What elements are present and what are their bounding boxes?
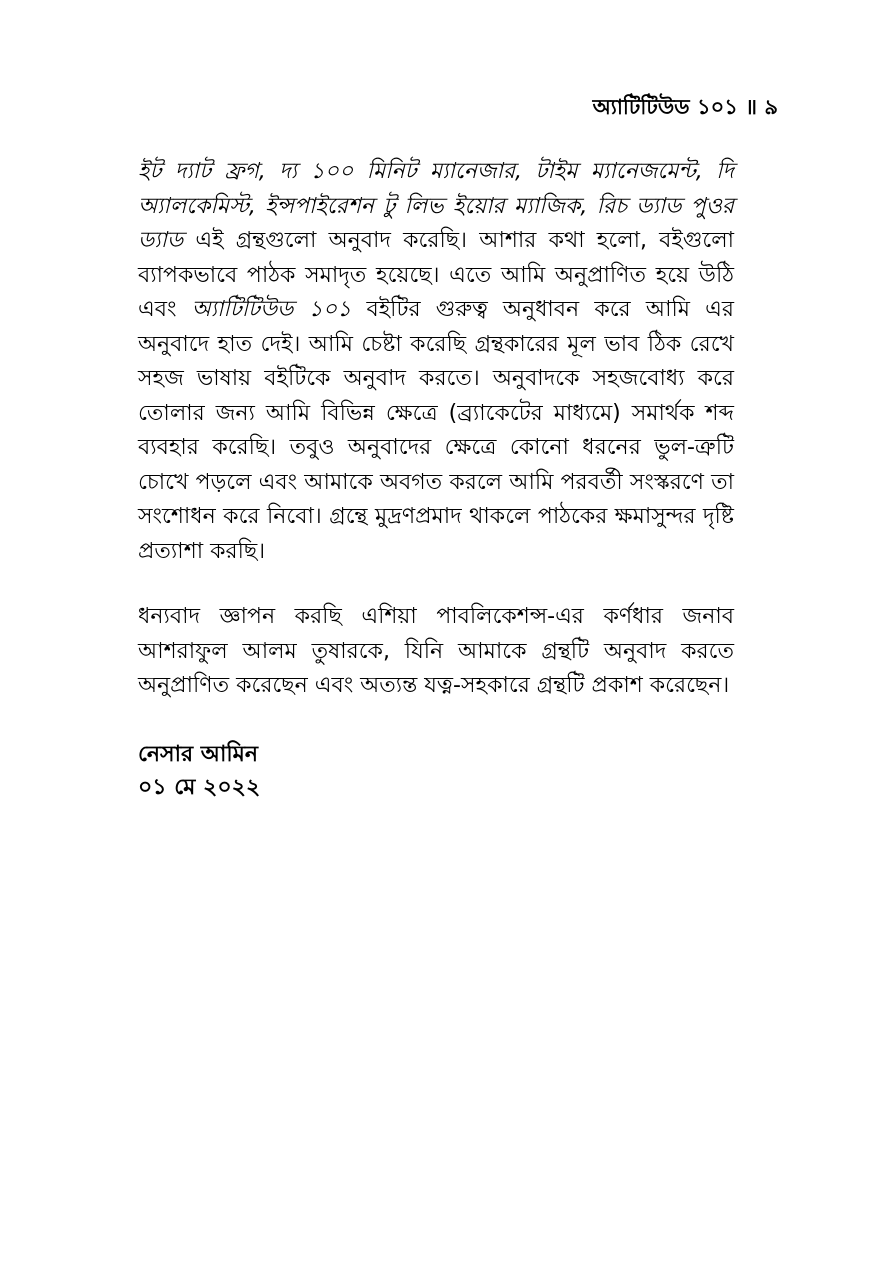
book-title: অ্যাটিটিউড ১০১: [191, 297, 352, 322]
preface-body: [138, 155, 734, 804]
book-list: ইট দ্যাট ফ্রগ, দ্য ১০০ মিনিট ম্যানেজার, টাইম ম্যানেজমেন্ট, দি অ্যালকেমিস্ট, ইন্সপাইরেশন টু লিভ ইয়োর ম্যাজিক, রিচ ড্যাড পুওর ড্যাড: [138, 159, 734, 253]
signature-block: [138, 738, 734, 804]
paragraph-1-text-a: এই গ্রন্থগুলো অনুবাদ করেছি। আশার কথা হলো, বইগুলো ব্যাপকভাবে পাঠক সমাদৃত হয়েছে। এতে আমি অনুপ্রাণিত হয়ে উঠি এবং: [138, 228, 734, 322]
preface-paragraph-2: ধন্যবাদ জ্ঞাপন করছি এশিয়া পাবলিকেশন্স-এর কর্ণধার জনাব আশরাফুল আলম তুষারকে, যিনি আমাকে গ্রন্থটি অনুবাদ করতে অনুপ্রাণিত করেছেন এবং অত্যন্ত যত্ন-সহকারে গ্রন্থটি প্রকাশ করেছেন।: [138, 604, 734, 698]
preface-paragraph-1: [138, 155, 734, 569]
signature-date: ০১ মে ২০২২: [138, 774, 261, 800]
paragraph-1-text-b: বইটির গুরুত্ব অনুধাবন করে আমি এর অনুবাদে হাত দেই। আমি চেষ্টা করেছি গ্রন্থকারের মূল ভাব ঠিক রেখে সহজ ভাষায় বইটিকে অনুবাদ করতে। অনুবাদকে সহজবোধ্য করে তোলার জন্য আমি বিভিন্ন ক্ষেত্রে (ব্র্যাকেটের মাধ্যমে) সমার্থক শব্দ ব্যবহার করেছি। তবুও অনুবাদের ক্ষেত্রে কোনো ধরনের ভুল-ত্রুটি চোখে পড়লে এবং আমাকে অবগত করলে আমি পরবর্তী সংস্করণে তা সংশোধন করে নিবো। গ্রন্থে মুদ্রণপ্রমাদ থাকলে পাঠকের ক্ষমাসুন্দর দৃষ্টি প্রত্যাশা করছি।: [138, 297, 734, 564]
running-header: অ্যাটিটিউড ১০১ ॥ ৯: [592, 95, 778, 119]
author-name: নেসার আমিন: [138, 741, 259, 767]
